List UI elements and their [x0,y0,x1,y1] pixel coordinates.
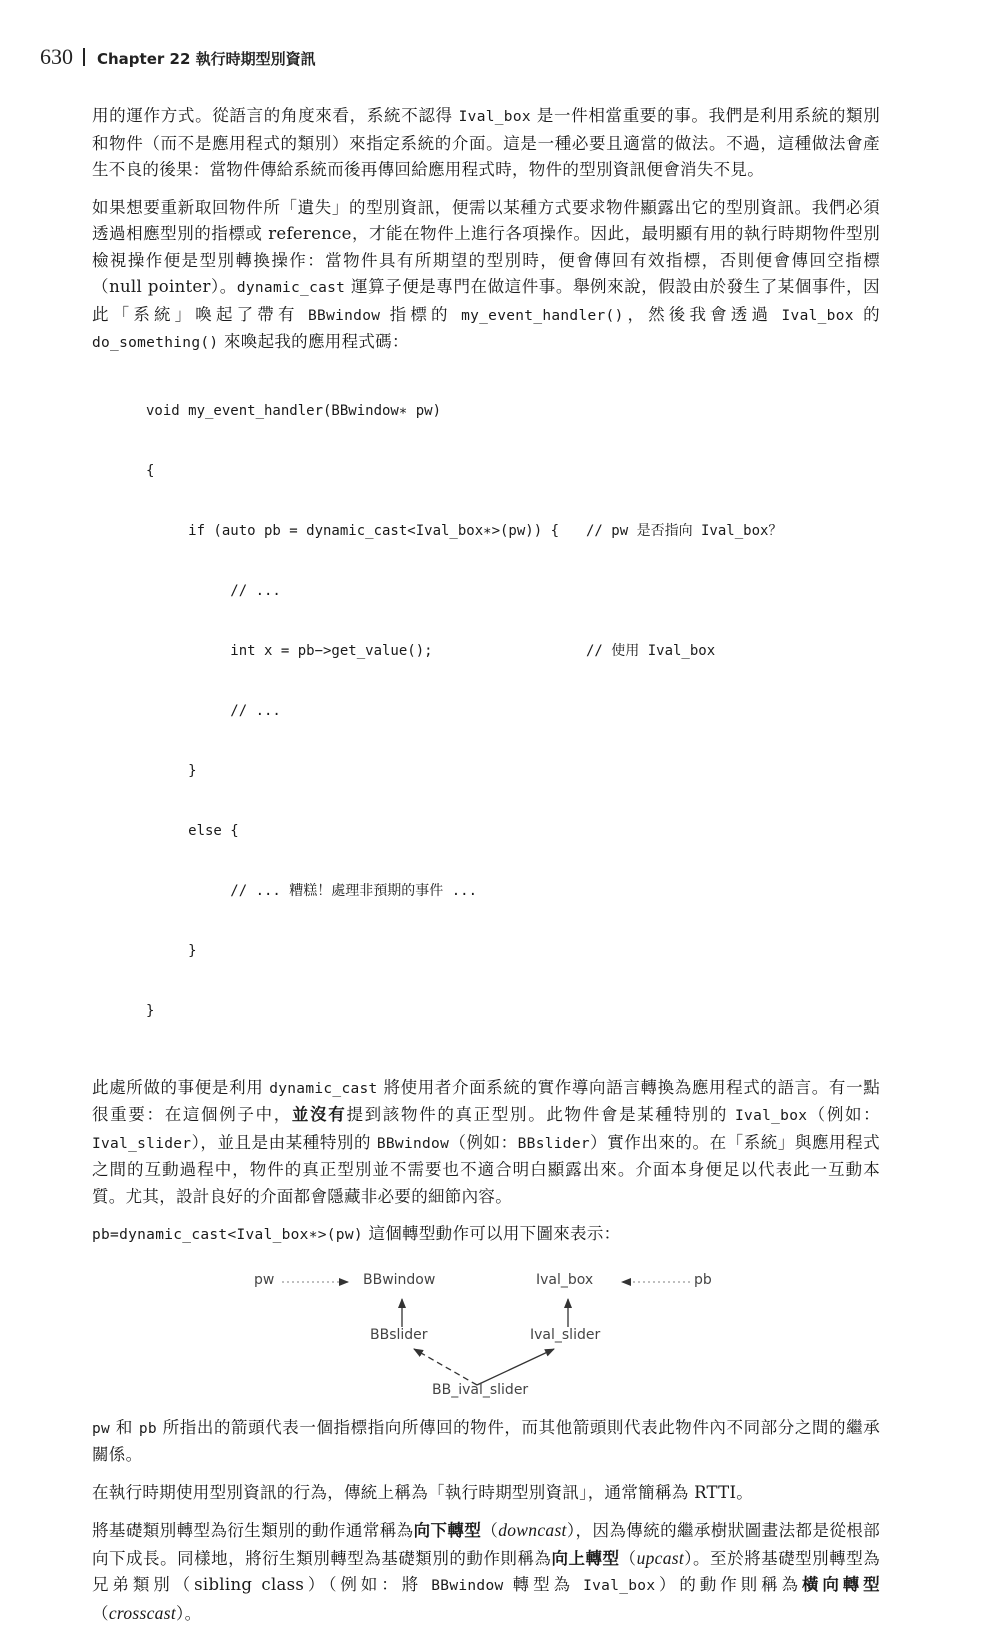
code-term: Ival_slider [92,1135,192,1152]
code-term: do_something() [92,335,219,351]
code-text: // ... 糟糕！處理非預期的事件 ... [146,882,478,899]
code-line [146,821,880,841]
code-term: BBwindow [308,307,381,324]
page-header [40,44,316,72]
paragraph-2 [92,195,880,357]
code-text: int x = pb−>get_value(); [146,642,433,659]
code-term: dynamic_cast [236,280,346,296]
code-term: pb [138,1420,157,1437]
text: 這個轉型動作可以用下圖來表示： [362,1224,621,1243]
code-comment: // pw 是否指向 Ival_box？ [586,522,783,539]
text: 此處所做的事便是利用 [92,1077,270,1097]
code-text: } [146,1002,155,1019]
text: 是一件相當重要的事。我們是利用系統的類別和物件（而不是應用程式的類別）來指定系統的介面。這是一種必要且適當的做法。不過，這種做法會產生不良的後果：當物件傳給系統而後再傳回給應用程式時，物件的型別資訊便會消失不見。 [92,106,880,179]
term-italic: upcast [636,1547,685,1568]
chapter-title: Chapter 22 執行時期型別資訊 [97,50,316,68]
text: ，然後我會透過 [623,304,782,324]
code-line [146,401,880,421]
code-term: Ival_box [735,1108,808,1124]
node-pb: pb [694,1271,712,1288]
text: ），並且是由某種特別的 [191,1132,377,1152]
text: 用的運作方式。從語言的角度來看，系統不認得 [92,106,459,125]
text: ），因為傳統的繼承樹狀圖畫法都是從根部向下成長。同樣地，將衍生類別轉型為基礎類別的動作則稱為 [92,1521,881,1568]
code-text: if (auto pb = dynamic_cast<Ival_box∗>(pw)) { [146,522,560,539]
text: 將使用者介面系統的實作導向語言轉換為應用程式的語言。有一點很重要：在這個例子中， [92,1077,880,1124]
text: 的 [853,304,880,324]
code-line [146,581,880,601]
text: ）。 [176,1603,202,1623]
code-term: dynamic_cast [269,1080,378,1097]
code-comment: // 使用 Ival_box [586,642,716,659]
code-term: pb=dynamic_cast<Ival_box∗>(pw) [92,1227,363,1243]
paragraph-7 [92,1517,880,1627]
text: 在執行時期使用型別資訊的行為，傳統上稱為「執行時期型別資訊」，通常簡稱為 RTTI。 [92,1482,754,1502]
paragraph-4 [92,1221,880,1249]
code-text: } [146,942,197,959]
code-text: // ... [146,582,281,599]
code-text: { [146,462,155,479]
page-body [92,103,880,1638]
term-downcast: 向下轉型 [413,1521,482,1540]
code-line [146,761,880,781]
paragraph-6 [92,1480,880,1507]
emphasis: 並沒有 [291,1105,347,1124]
text: 運算子便是專門在做這件事。舉例來說，假設由於發生了某個事件，因此「系統」喚起了帶有 [92,277,880,324]
header-separator [83,48,85,66]
text: 轉型為 [503,1575,584,1594]
code-line [146,1001,880,1021]
text: ）實作出來的。在「系統」與應用程式之間的互動過程中，物件的真正型別並不需要也不適合明白顯露出來。介面本身便足以代表此一互動本質。尤其，設計良好的介面都會隱藏非必要的細節內容。 [92,1132,880,1206]
node-pw: pw [254,1271,275,1288]
code-text: } [146,762,197,779]
inheritance-diagram [92,1255,880,1415]
text: 和 [110,1417,139,1437]
code-line [146,461,880,481]
text: 所指出的箭頭代表一個指標指向所傳回的物件，而其他箭頭則代表此物件內不同部分之間的繼承關係。 [92,1417,880,1464]
text: ）的動作則稱為 [655,1575,802,1594]
code-block [146,361,880,1061]
code-line [146,941,880,961]
node-ival-box: Ival_box [536,1271,594,1288]
code-term: BBslider [517,1135,590,1152]
code-term: Ival_box [458,109,531,125]
code-term: Ival_box [781,307,854,324]
code-line [146,521,880,541]
node-ival-slider: Ival_slider [530,1326,601,1343]
code-term: Ival_box [583,1578,656,1594]
term-italic: downcast [498,1520,567,1540]
page-number: 630 [40,44,73,69]
code-text: void my_event_handler(BBwindow∗ pw) [146,402,442,419]
text: 提到該物件的真正型別。此物件會是某種特別的 [346,1105,736,1124]
text: ）。至於將基礎型別轉型為兄弟類別（sibling class）（例如：將 [92,1548,881,1594]
text: 如果想要重新取回物件所「遺失」的型別資訊，便需以某種方式要求物件顯露出它的型別資訊。我們必須透過相應型別的指標或 reference，才能在物件上進行各項操作。因此，最明顯有用的執行時期物件型別檢視操作便是型別轉換操作：當物件具有所期望的型別時，便會傳回有效指標，否則便會傳回空指標（null pointer）。 [92,197,880,296]
text: 將基礎類別轉型為衍生類別的動作通常稱為 [92,1521,414,1540]
text: 指標的 [380,304,462,324]
bbivalslider-to-bbslider-arrow [414,1349,477,1385]
text: （例如： [449,1132,518,1152]
paragraph-3 [92,1075,880,1211]
code-term: my_event_handler() [461,307,624,324]
code-line [146,881,880,901]
text: （例如： [807,1105,880,1124]
node-bb-ival-slider: BB_ival_slider [432,1381,529,1398]
term-italic: crosscast [108,1602,177,1623]
text: （ [481,1521,499,1540]
paragraph-5 [92,1415,880,1469]
node-bbwindow: BBwindow [363,1271,436,1288]
text: （ [92,1603,109,1623]
code-text: // ... [146,702,281,719]
code-line [146,641,880,661]
text: （ [619,1548,637,1568]
bbivalslider-to-ivalslider-arrow [477,1349,554,1385]
text: 來喚起我的應用程式碼： [218,332,409,351]
node-bbslider: BBslider [370,1326,428,1343]
paragraph-1 [92,103,880,184]
code-text: else { [146,822,239,839]
code-term: pw [92,1420,111,1437]
term-crosscast: 橫向轉型 [801,1575,880,1594]
code-term: BBwindow [431,1578,504,1594]
code-term: BBwindow [376,1135,450,1152]
term-upcast: 向上轉型 [551,1548,620,1568]
code-line [146,701,880,721]
